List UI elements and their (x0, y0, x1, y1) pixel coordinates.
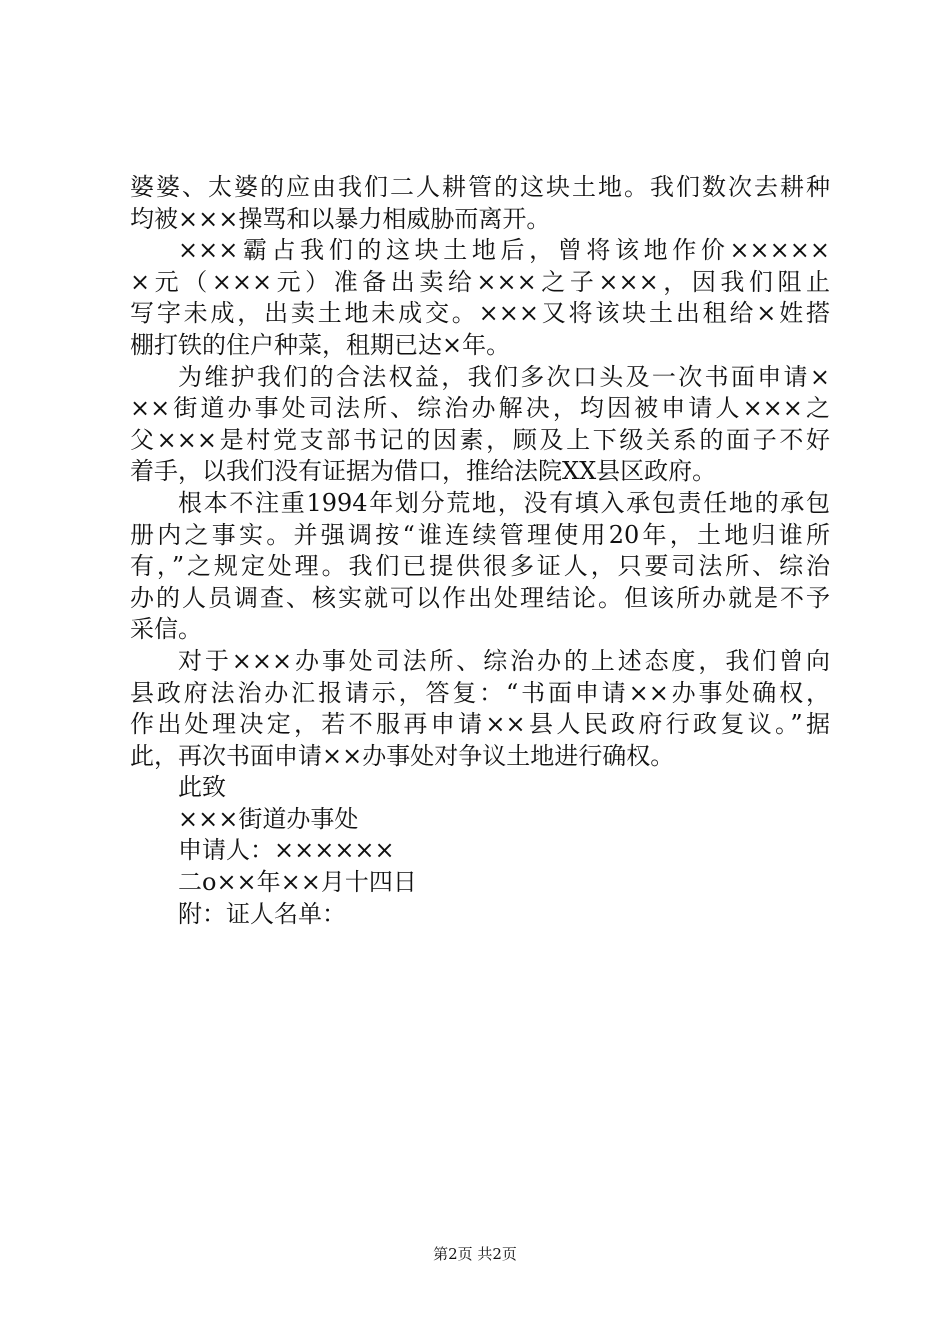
text-line: ××街道办事处司法所、综治办解决，均因被申请人×××之 (130, 394, 830, 423)
text-line: 对于×××办事处司法所、综治办的上述态度，我们曾向 (178, 646, 830, 675)
document-body (130, 172, 830, 930)
text-line: ×××霸占我们的这块土地后，曾将该地作价××××× (178, 236, 830, 265)
text-line: 县政府法治办汇报请示，答复：“书面申请××办事处确权， (130, 678, 830, 707)
closing-applicant: 申请人：×××××× (178, 836, 395, 865)
closing-date: 二o××年××月十四日 (178, 868, 417, 897)
text-line: 册内之事实。并强调按“谁连续管理使用20年，土地归谁所 (130, 520, 830, 549)
text-line: 棚打铁的住户种菜，租期已达×年。 (130, 330, 511, 359)
text-line: 为维护我们的合法权益，我们多次口头及一次书面申请× (178, 362, 830, 391)
text-line: 此，再次书面申请××办事处对争议土地进行确权。 (130, 741, 675, 770)
closing-salutation: 此致 (178, 773, 226, 802)
text-line: 采信。 (130, 615, 202, 644)
text-line: 婆婆、太婆的应由我们二人耕管的这块土地。我们数次去耕种 (130, 173, 830, 201)
text-line: 有，”之规定处理。我们已提供很多证人，只要司法所、综治 (130, 552, 830, 581)
text-line: 均被×××操骂和以暴力相威胁而离开。 (130, 204, 551, 233)
closing-attachment: 附：证人名单： (178, 899, 346, 928)
text-line: 根本不注重1994年划分荒地，没有填入承包责任地的承包 (178, 488, 830, 517)
text-line: 着手，以我们没有证据为借口，推给法院XX县区政府。 (130, 457, 717, 486)
page-footer: 第2页 共2页 (433, 1245, 517, 1263)
text-line: 父×××是村党支部书记的因素，顾及上下级关系的面子不好 (130, 425, 830, 454)
text-line: 办的人员调查、核实就可以作出处理结论。但该所办就是不予 (130, 583, 830, 612)
text-line: 作出处理决定，若不服再申请××县人民政府行政复议。”据 (130, 710, 830, 739)
text-line: 写字未成，出卖土地未成交。×××又将该块土出租给×姓搭 (130, 299, 830, 328)
closing-recipient: ×××街道办事处 (178, 804, 359, 833)
text-line: ×元（×××元）准备出卖给×××之子×××，因我们阻止 (130, 267, 830, 296)
